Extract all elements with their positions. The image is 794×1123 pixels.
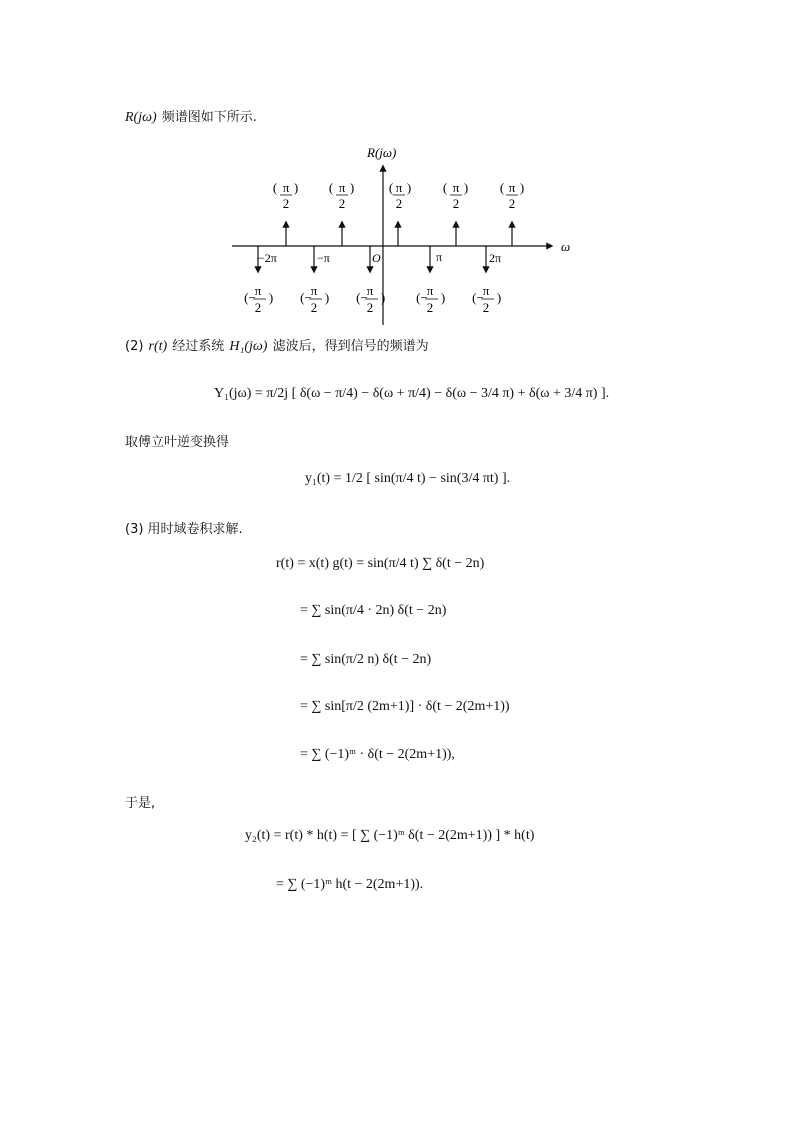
svg-text:): ) bbox=[406, 180, 412, 195]
intro-symbol: R(jω) bbox=[125, 110, 157, 125]
equation-y2-line: y₂(t) = r(t) * h(t) = [ ∑ (−1)ᵐ δ(t − 2(2m+1)) ] * h(t) bbox=[245, 828, 535, 843]
svg-text:(: ( bbox=[442, 180, 448, 195]
therefore-text: 于是, bbox=[125, 796, 156, 811]
section-3-heading: (3) 用时域卷积求解. bbox=[125, 522, 243, 537]
svg-text:π: π bbox=[338, 180, 346, 195]
equation-y2-line: = ∑ (−1)ᵐ h(t − 2(2m+1)). bbox=[276, 877, 424, 892]
svg-text:2: 2 bbox=[426, 300, 434, 315]
impulse-label-down bbox=[356, 283, 385, 315]
svg-text:(: ( bbox=[272, 180, 278, 195]
impulse-label-up bbox=[443, 180, 468, 211]
equation-r-line: = ∑ (−1)ᵐ · δ(t − 2(2m+1)), bbox=[300, 747, 455, 762]
svg-text:2: 2 bbox=[338, 196, 346, 211]
tick-label: 2π bbox=[489, 251, 502, 265]
inverse-transform-text: 取傅立叶逆变换得 bbox=[125, 435, 230, 450]
svg-text:π: π bbox=[254, 283, 262, 298]
svg-text:π: π bbox=[395, 180, 403, 195]
equation-r-line: r(t) = x(t) g(t) = sin(π/4 t) ∑ δ(t − 2n) bbox=[276, 556, 485, 571]
x-axis-label: ω bbox=[561, 239, 571, 254]
tick-label: −π bbox=[317, 251, 330, 265]
intro-text: 频谱图如下所示. bbox=[161, 110, 257, 125]
section-text: 滤波后，得到信号的频谱为 bbox=[272, 339, 429, 354]
signal-symbol: r(t) bbox=[148, 339, 168, 354]
impulse-label-up bbox=[500, 180, 524, 211]
svg-text:): ) bbox=[463, 180, 469, 195]
section-text: 经过系统 bbox=[172, 339, 225, 354]
section-number: (2) bbox=[125, 339, 144, 354]
svg-text:π: π bbox=[426, 283, 434, 298]
svg-text:2: 2 bbox=[282, 196, 290, 211]
svg-text:2: 2 bbox=[366, 300, 374, 315]
spectrum-figure bbox=[0, 0, 794, 330]
svg-text:(−: (− bbox=[300, 290, 312, 305]
tick-label: −2π bbox=[258, 251, 277, 265]
impulse-label-down bbox=[300, 283, 329, 315]
origin-label: O bbox=[372, 251, 381, 265]
svg-text:): ) bbox=[324, 290, 330, 305]
impulse-label-down bbox=[472, 283, 501, 315]
svg-text:(: ( bbox=[328, 180, 334, 195]
svg-text:): ) bbox=[380, 290, 386, 305]
svg-text:π: π bbox=[452, 180, 460, 195]
svg-text:π: π bbox=[282, 180, 290, 195]
impulse-label-up bbox=[273, 180, 298, 211]
svg-text:2: 2 bbox=[452, 196, 460, 211]
svg-text:(: ( bbox=[499, 180, 505, 195]
svg-text:(−: (− bbox=[472, 290, 484, 305]
svg-text:): ) bbox=[349, 180, 355, 195]
svg-text:(: ( bbox=[388, 180, 394, 195]
impulse-label-up bbox=[329, 180, 354, 211]
equation-r-line: = ∑ sin(π/4 · 2n) δ(t − 2n) bbox=[300, 603, 447, 618]
svg-text:π: π bbox=[310, 283, 318, 298]
svg-text:(−: (− bbox=[244, 290, 256, 305]
svg-text:2: 2 bbox=[395, 196, 403, 211]
equation-r-line: = ∑ sin(π/2 n) δ(t − 2n) bbox=[300, 652, 432, 667]
svg-text:): ) bbox=[293, 180, 299, 195]
svg-text:2: 2 bbox=[254, 300, 262, 315]
svg-text:2: 2 bbox=[310, 300, 318, 315]
svg-text:): ) bbox=[440, 290, 446, 305]
equation-y1-time: y₁(t) = 1/2 [ sin(π/4 t) − sin(3/4 πt) ]. bbox=[305, 471, 511, 486]
svg-text:π: π bbox=[508, 180, 516, 195]
svg-text:π: π bbox=[482, 283, 490, 298]
tick-label: π bbox=[436, 250, 443, 264]
y-axis-label: R(jω) bbox=[367, 145, 397, 160]
equation-r-line: = ∑ sin[π/2 (2m+1)] · δ(t − 2(2m+1)) bbox=[300, 699, 510, 714]
section-2-line bbox=[125, 335, 429, 355]
impulse-label-down bbox=[244, 283, 273, 315]
svg-text:π: π bbox=[366, 283, 374, 298]
system-symbol: H₁(jω) bbox=[229, 339, 268, 354]
impulse-label-down bbox=[416, 283, 445, 315]
svg-text:): ) bbox=[268, 290, 274, 305]
svg-text:): ) bbox=[496, 290, 502, 305]
equation-y1-spectrum: Y₁(jω) = π/2j [ δ(ω − π/4) − δ(ω + π/4) − δ(ω − 3/4 π) + δ(ω + 3/4 π) ]. bbox=[214, 386, 610, 401]
svg-text:(−: (− bbox=[416, 290, 428, 305]
svg-text:): ) bbox=[519, 180, 525, 195]
impulse-label-up bbox=[389, 180, 411, 211]
svg-text:2: 2 bbox=[508, 196, 516, 211]
svg-text:2: 2 bbox=[482, 300, 490, 315]
svg-text:(−: (− bbox=[356, 290, 368, 305]
